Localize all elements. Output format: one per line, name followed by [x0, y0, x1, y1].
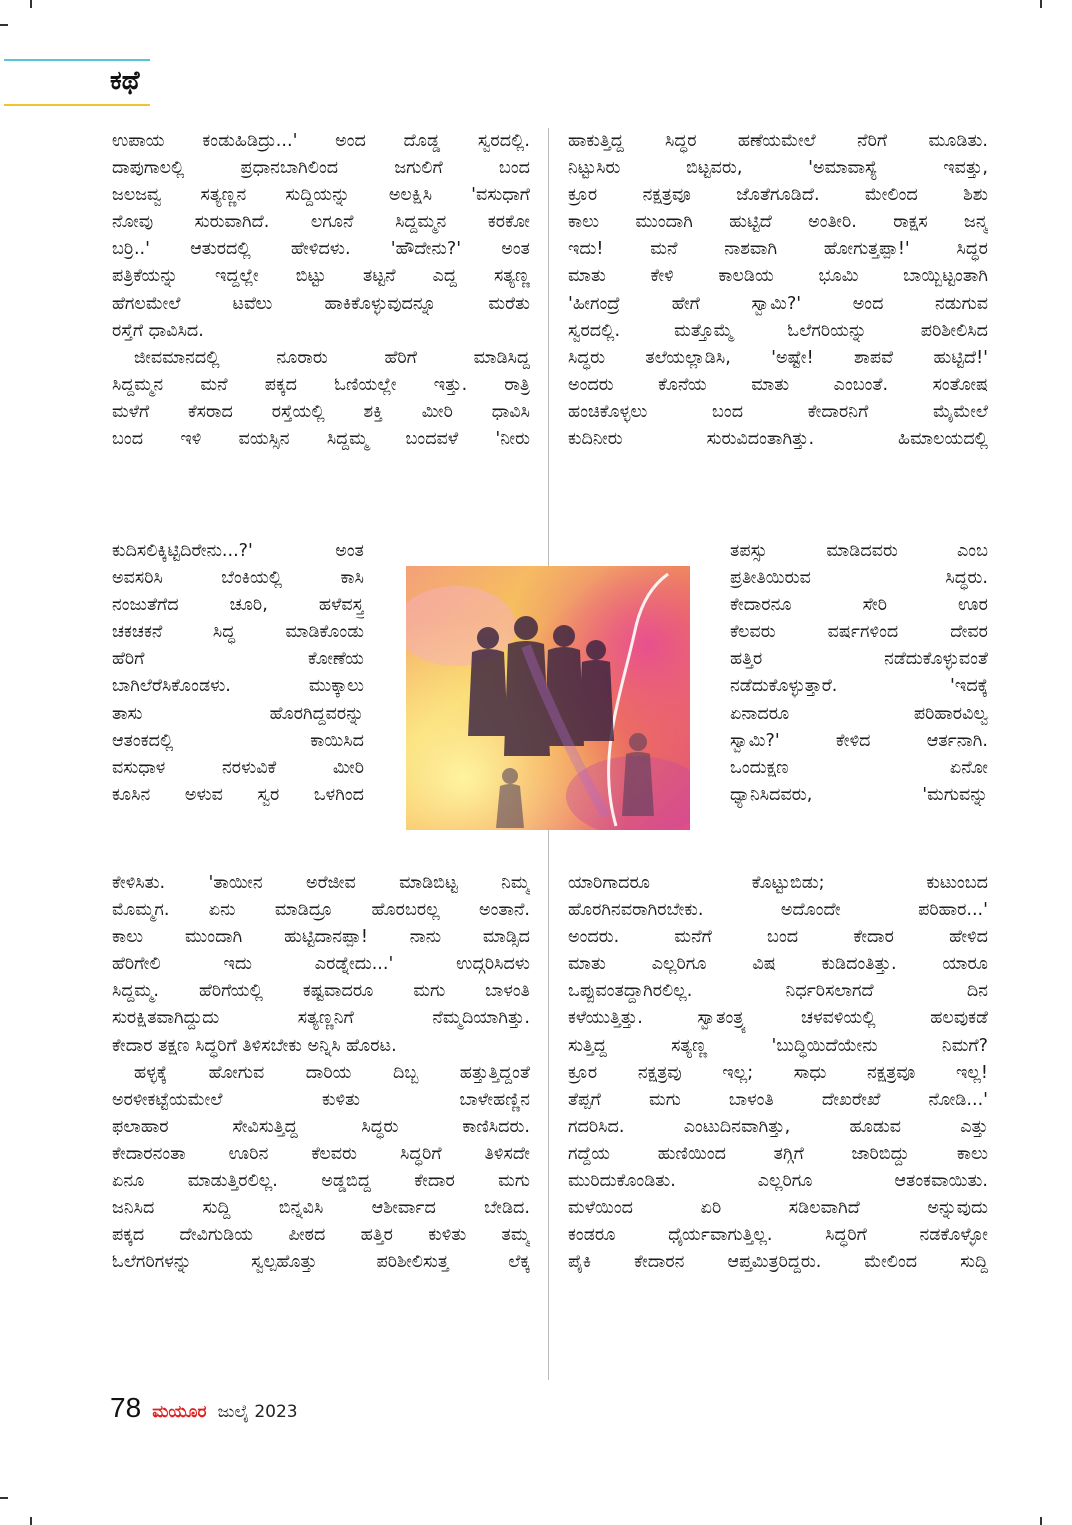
- crop-mark: [30, 1517, 32, 1525]
- text-line: ಮಳೆಯಿಂದ ಏರಿ ಸಡಿಲವಾಗಿದೆ ಅನ್ನುವುದು: [568, 1198, 988, 1219]
- text-line: ಬಂದ ಇಳಿ ವಯಸ್ಸಿನ ಸಿದ್ದಮ್ಮ ಬಂದವಳೆ 'ನೀರು: [112, 429, 530, 450]
- crop-mark: [30, 0, 32, 8]
- text-line: ವಸುಧಾಳ ನರಳುವಿಕೆ ಮೀರಿ: [112, 757, 364, 778]
- right-column-bottom: [568, 870, 988, 1276]
- text-line: ಕೇಳಿಸಿತು. 'ತಾಯೀನ ಅರೆಜೀವ ಮಾಡಿಬಿಟ್ಟ ನಿಮ್ಮ: [112, 873, 530, 893]
- magazine-logo: ಮಯೂರ: [152, 1402, 207, 1422]
- text-line: ಇದು! ಮನೆ ನಾಶವಾಗಿ ಹೋಗುತ್ತಪ್ಪಾ!' ಸಿದ್ಧರ: [568, 239, 988, 260]
- crop-mark: [0, 24, 8, 26]
- text-line: ಓಲೆಗರಿಗಳನ್ನು ಸ್ವಲ್ಪಹೊತ್ತು ಪರಿಶೀಲಿಸುತ್ತ ಲೆಕ್ಕ: [112, 1252, 530, 1273]
- text-line: ಧ್ಯಾನಿಸಿದವರು, 'ಮಗುವನ್ನು: [730, 784, 988, 805]
- text-line: ತಾಸು ಹೊರಗಿದ್ದವರನ್ನು: [112, 703, 364, 724]
- crop-mark: [0, 1497, 8, 1499]
- text-line: ಹಾಕುತ್ತಿದ್ದ ಸಿದ್ಧರ ಹಣೆಯಮೇಲೆ ನೆರಿಗೆ ಮೂಡಿತು.: [568, 131, 988, 151]
- text-line: ಕೇದಾರ ತಕ್ಷಣ ಸಿದ್ಧರಿಗೆ ತಿಳಿಸಬೇಕು ಅನ್ನಿಸಿ ಹೊರಟ.: [112, 1035, 397, 1056]
- text-line: ಪೈಕಿ ಕೇದಾರನ ಆಪ್ತಮಿತ್ರರಿದ್ದರು. ಮೇಲಿಂದ ಸುದ್ದಿ: [568, 1252, 988, 1273]
- text-line: 'ಹೀಗಂದ್ರೆ ಹೇಗೆ ಸ್ವಾಮಿ?' ಅಂದ ನಡುಗುವ: [568, 293, 988, 314]
- text-line: ಕೂಸಿನ ಅಳುವ ಸ್ವರ ಒಳಗಿಂದ: [112, 784, 364, 805]
- text-line: ತೆಪ್ಪಗೆ ಮಗು ಬಾಳಂತಿ ದೇಖರೇಖೆ ನೋಡಿ...': [568, 1089, 988, 1110]
- text-line: ಜನಿಸಿದ ಸುದ್ದಿ ಬಿನ್ನವಿಸಿ ಆಶೀರ್ವಾದ ಬೇಡಿದ.: [112, 1198, 530, 1219]
- text-line: ಹತ್ತಿರ ನಡೆದುಕೊಳ್ಳುವಂತೆ: [730, 649, 988, 670]
- text-line: ಸಿದ್ದಮ್ಮ. ಹೆರಿಗೆಯಲ್ಲಿ ಕಷ್ಟವಾದರೂ ಮಗು ಬಾಳಂತಿ: [112, 981, 530, 1002]
- text-line: ನಂಜುತೆಗೆದ ಚೂರಿ, ಹಳೆವಸ್ತ್ರ: [112, 595, 364, 616]
- text-line: ಒಪ್ಪುವಂತದ್ದಾಗಿರಲಿಲ್ಲ. ನಿರ್ಧರಿಸಲಾಗದೆ ದಿನ: [568, 981, 988, 1002]
- text-line: ಕೇದಾರನೂ ಸೇರಿ ಊರ: [730, 595, 988, 616]
- text-line: ಮಾತು ಕೇಳಿ ಕಾಲಡಿಯ ಭೂಮಿ ಬಾಯ್ಬಿಟ್ಟಂತಾಗಿ: [568, 266, 988, 287]
- text-line: ಉಪಾಯ ಕಂಡುಹಿಡಿದ್ರು...' ಅಂದ ದೊಡ್ಡ ಸ್ವರದಲ್ಲಿ.: [112, 131, 530, 151]
- text-line: ಅರಳೀಕಟ್ಟೆಯಮೇಲೆ ಕುಳಿತು ಬಾಳೇಹಣ್ಣಿನ: [112, 1089, 530, 1110]
- text-line: ಪ್ರತೀತಿಯಿರುವ ಸಿದ್ಧರು.: [730, 568, 988, 589]
- text-line: ಕಳೆಯುತ್ತಿತ್ತು. ಸ್ವಾತಂತ್ರ್ಯ ಚಳವಳಿಯಲ್ಲಿ ಹಲವುಕಡೆ: [568, 1008, 988, 1029]
- text-line: ಹೆಗಲಮೇಲೆ ಟವೆಲು ಹಾಕಿಕೊಳ್ಳುವುದನ್ನೂ ಮರೆತು: [112, 293, 530, 314]
- text-line: ಯಾರಿಗಾದರೂ ಕೊಟ್ಟುಬಿಡು; ಕುಟುಂಬದ: [568, 873, 988, 893]
- page-footer: [110, 1392, 298, 1424]
- text-line: ಪಕ್ಕದ ದೇವಿಗುಡಿಯ ಪೀಠದ ಹತ್ತಿರ ಕುಳಿತು ತಮ್ಮ: [112, 1225, 530, 1246]
- text-line: ಹೆರಿಗೆ ಕೋಣೆಯ: [112, 649, 364, 670]
- right-column-top: [568, 128, 988, 453]
- text-line: ಸಿದ್ಧರು ತಲೆಯಲ್ಲಾಡಿಸಿ, 'ಅಷ್ಟೇ! ಶಾಪವೆ ಹುಟ್ಟಿದೆ!': [568, 347, 988, 368]
- text-line: ಮುರಿದುಕೊಂಡಿತು. ಎಲ್ಲರಿಗೂ ಆತಂಕವಾಯಿತು.: [568, 1171, 988, 1192]
- text-line: ಬಾಗಿಲೆರೆಸಿಕೊಂಡಳು. ಮುಕ್ಕಾಲು: [112, 676, 364, 697]
- text-line: ಸುರಕ್ಷಿತವಾಗಿದ್ದುದು ಸತ್ಯಣ್ಣನಿಗೆ ನೆಮ್ಮದಿಯಾಗಿತ್ತು.: [112, 1008, 530, 1029]
- text-line: ಕಾಲು ಮುಂದಾಗಿ ಹುಟ್ಟಿದೆ ಅಂತೀರಿ. ರಾಕ್ಷಸ ಜನ್ಮ: [568, 212, 988, 233]
- text-line: ದಾಪುಗಾಲಲ್ಲಿ ಪ್ರಧಾನಬಾಗಿಲಿಂದ ಜಗುಲಿಗೆ ಬಂದ: [112, 158, 530, 179]
- text-line: ಮೊಮ್ಮಗ. ಏನು ಮಾಡಿದ್ರೂ ಹೊರಬರಲ್ಲ ಅಂತಾನೆ.: [112, 900, 530, 921]
- text-line: ಪತ್ರಿಕೆಯನ್ನು ಇದ್ದಲ್ಲೇ ಬಿಟ್ಟು ತಟ್ಟನೆ ಎದ್ದ ಸತ್ಯಣ್ಣ: [112, 266, 530, 287]
- text-line: ನಡೆದುಕೊಳ್ಳುತ್ತಾರೆ. 'ಇದಕ್ಕೆ: [730, 676, 988, 697]
- text-line: ಕ್ರೂರ ನಕ್ಷತ್ರವು ಇಲ್ಲ; ಸಾಧು ನಕ್ಷತ್ರವೂ ಇಲ್ಲ!: [568, 1062, 988, 1083]
- text-line: ಗದ್ದೆಯ ಹುಣಿಯಿಂದ ತಗ್ಗಿಗೆ ಜಾರಿಬಿದ್ದು ಕಾಲು: [568, 1143, 988, 1164]
- section-title: ಕಥೆ: [110, 66, 140, 96]
- text-line: ಚಕಚಕನೆ ಸಿದ್ಧ ಮಾಡಿಕೊಂಡು: [112, 622, 364, 643]
- text-line: ಮಾತು ಎಲ್ಲರಿಗೂ ವಿಷ ಕುಡಿದಂತಿತ್ತು. ಯಾರೂ: [568, 954, 988, 975]
- text-line: ಅಂದರು. ಮನೆಗೆ ಬಂದ ಕೇದಾರ ಹೇಳಿದ: [568, 927, 988, 948]
- crop-mark: [1040, 0, 1042, 8]
- text-line: ಏನಾದರೂ ಪರಿಹಾರವಿಲ್ವ: [730, 703, 988, 724]
- text-line: ಹೊರಗಿನವರಾಗಿರಬೇಕು. ಅದೊಂದೇ ಪರಿಹಾರ...': [568, 900, 988, 921]
- page-number: 78: [110, 1392, 142, 1423]
- text-line: ಜಲಜವ್ವ ಸತ್ಯಣ್ಣನ ಸುದ್ದಿಯನ್ನು ಅಲಕ್ಷಿಸಿ 'ವಸುಧಾಗೆ: [112, 185, 530, 206]
- text-line: ಕುದಿಸಲಿಕ್ಕಿಟ್ಟಿದಿರೇನು...?' ಅಂತ: [112, 541, 364, 561]
- text-line: ತಪಸ್ಸು ಮಾಡಿದವರು ಎಂಬ: [730, 541, 988, 561]
- text-line: ಸಿದ್ದಮ್ಮನ ಮನೆ ಪಕ್ಕದ ಓಣಿಯಲ್ಲೇ ಇತ್ತು. ರಾತ್ರಿ: [112, 374, 530, 395]
- header-rule-bottom: [4, 104, 150, 106]
- text-line: ಹಳ್ಳಕ್ಕೆ ಹೋಗುವ ದಾರಿಯ ದಿಬ್ಬ ಹತ್ತುತ್ತಿದ್ದಂತೆ: [134, 1062, 530, 1083]
- crop-mark: [1040, 1517, 1042, 1525]
- text-line: ಫಲಾಹಾರ ಸೇವಿಸುತ್ತಿದ್ದ ಸಿದ್ಧರು ಕಾಣಿಸಿದರು.: [112, 1116, 530, 1137]
- story-illustration: [406, 566, 690, 830]
- header-rule-top: [4, 59, 150, 61]
- text-line: ಹೆರಿಗೇಲಿ ಇದು ಎರಡ್ನೇದು...' ಉದ್ಗರಿಸಿದಳು: [112, 954, 530, 975]
- text-line: ಆತಂಕದಲ್ಲಿ ಕಾಯಿಸಿದ: [112, 730, 364, 751]
- text-line: ಕುದಿನೀರು ಸುರುವಿದಂತಾಗಿತ್ತು. ಹಿಮಾಲಯದಲ್ಲಿ: [568, 429, 988, 450]
- text-line: ಕಂಡರೂ ಧೈರ್ಯವಾಗುತ್ತಿಲ್ಲ. ಸಿದ್ಧರಿಗೆ ನಡಕೊಳ್ಳೋ: [568, 1225, 988, 1246]
- text-line: ನಿಟ್ಟುಸಿರು ಬಿಟ್ಟವರು, 'ಅಮಾವಾಸ್ಯೆ ಇವತ್ತು,: [568, 158, 988, 179]
- issue-date: ಜುಲೈ 2023: [217, 1402, 298, 1422]
- text-line: ಮಳೆಗೆ ಕೆಸರಾದ ರಸ್ತೆಯಲ್ಲಿ ಶಕ್ತಿ ಮೀರಿ ಧಾವಿಸಿ: [112, 401, 530, 422]
- text-line: ಕೇದಾರನಂತಾ ಊರಿನ ಕೆಲವರು ಸಿದ್ಧರಿಗೆ ತಿಳಿಸದೇ: [112, 1143, 530, 1164]
- text-line: ಕೆಲವರು ವರ್ಷಗಳಿಂದ ದೇವರ: [730, 622, 988, 643]
- text-line: ಒಂದುಕ್ಷಣ ಏನೋ: [730, 757, 988, 778]
- text-line: ಸುತ್ತಿದ್ದ ಸತ್ಯಣ್ಣ 'ಬುದ್ಧಿಯಿದೆಯೇನು ನಿಮಗೆ?: [568, 1035, 988, 1056]
- text-line: ಬರ್ರಿ..' ಆತುರದಲ್ಲಿ ಹೇಳಿದಳು. 'ಹೌದೇನು?' ಅಂತ: [112, 239, 530, 260]
- text-line: ರಸ್ತೆಗೆ ಧಾವಿಸಿದ.: [112, 320, 204, 341]
- left-column-wrap: [112, 538, 364, 809]
- left-column-top: [112, 128, 530, 453]
- text-line: ನೋವು ಸುರುವಾಗಿದೆ. ಲಗೂನೆ ಸಿದ್ದಮ್ಮನ ಕರಕೋ: [112, 212, 530, 233]
- text-line: ಕ್ರೂರ ನಕ್ಷತ್ರವೂ ಜೊತೆಗೂಡಿದೆ. ಮೇಲಿಂದ ಶಿಶು: [568, 185, 988, 206]
- text-line: ಅವಸರಿಸಿ ಬೆಂಕಿಯಲ್ಲಿ ಕಾಸಿ: [112, 568, 364, 589]
- left-column-bottom: [112, 870, 530, 1276]
- text-line: ಅಂದರು ಕೊನೆಯ ಮಾತು ಎಂಬಂತೆ. ಸಂತೋಷ: [568, 374, 988, 395]
- text-line: ಕಾಲು ಮುಂದಾಗಿ ಹುಟ್ಟಿದಾನಪ್ಪಾ! ನಾನು ಮಾಡ್ಸಿದ: [112, 927, 530, 948]
- text-line: ಸ್ವರದಲ್ಲಿ. ಮತ್ತೊಮ್ಮೆ ಓಲೆಗರಿಯನ್ನು ಪರಿಶೀಲಿಸಿದ: [568, 320, 988, 341]
- text-line: ಸ್ವಾಮಿ?' ಕೇಳಿದ ಆರ್ತನಾಗಿ.: [730, 730, 988, 751]
- right-column-wrap: [730, 538, 988, 809]
- text-line: ಹಂಚಿಕೊಳ್ಳಲು ಬಂದ ಕೇದಾರನಿಗೆ ಮೈಮೇಲೆ: [568, 401, 988, 422]
- text-line: ಏನೂ ಮಾಡುತ್ತಿರಲಿಲ್ಲ. ಅಡ್ಡಬಿದ್ದ ಕೇದಾರ ಮಗು: [112, 1171, 530, 1192]
- text-line: ಗದರಿಸಿದ. ಎಂಟುದಿನವಾಗಿತ್ತು, ಹೂಡುವ ಎತ್ತು: [568, 1116, 988, 1137]
- text-line: ಜೀವಮಾನದಲ್ಲಿ ನೂರಾರು ಹೆರಿಗೆ ಮಾಡಿಸಿದ್ದ: [134, 347, 530, 368]
